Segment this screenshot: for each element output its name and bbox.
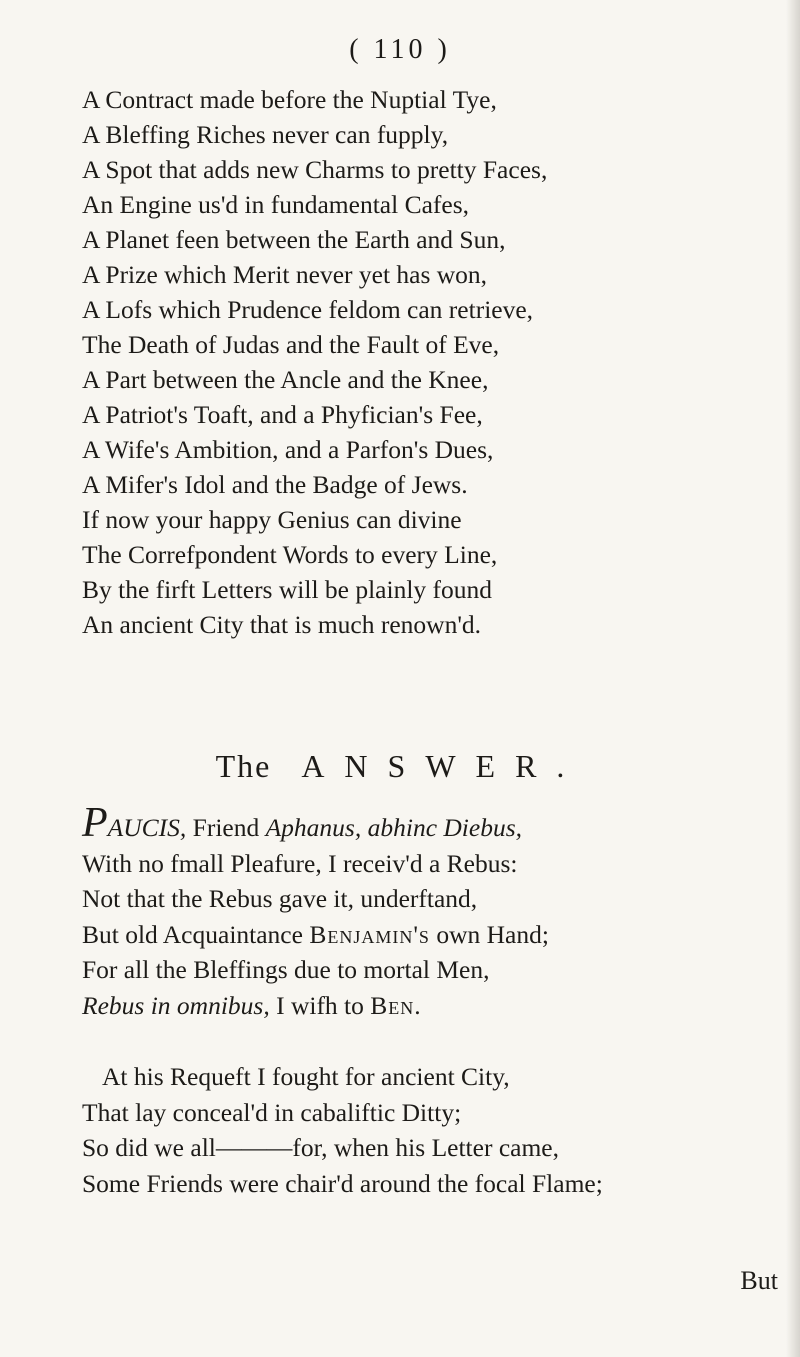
answer-line-5: For all the Bleffings due to mortal Men, <box>82 955 490 984</box>
verse-line: A Bleffing Riches never can fupply, <box>82 120 449 149</box>
answer-line-1 <box>82 800 782 846</box>
catchword: But <box>740 1266 778 1295</box>
answer-line-6 <box>82 988 782 1024</box>
verse-line: A Spot that adds new Charms to pretty Faces, <box>82 155 548 184</box>
stanza2-line: Some Friends were chair'd around the focal Flame; <box>82 1168 603 1198</box>
verse-line: A Patriot's Toaft, and a Phyfician's Fee, <box>82 400 483 429</box>
verse-line: A Contract made before the Nuptial Tye, <box>82 85 497 114</box>
stanza2-line: That lay conceal'd in cabaliftic Ditty; <box>82 1097 462 1127</box>
drop-cap: P <box>82 800 108 846</box>
verse-line: A Wife's Ambition, and a Parfon's Dues, <box>82 435 494 464</box>
answer-heading <box>0 748 800 785</box>
answer-italic: AUCIS, <box>107 813 187 842</box>
stanza2-line: So did we all———for, when his Letter came, <box>82 1133 559 1162</box>
answer-verse <box>82 800 782 1201</box>
answer-italic: Aphanus, abhinc Diebus, <box>265 813 523 842</box>
answer-text: own Hand; <box>429 919 549 949</box>
verse-line: A Part between the Ancle and the Knee, <box>82 365 489 394</box>
answer-line-2: With no fmall Pleafure, I receiv'd a Rebus: <box>82 848 518 878</box>
verse-line: A Prize which Merit never yet has won, <box>82 260 488 289</box>
verse-line: A Planet feen between the Earth and Sun, <box>82 225 506 254</box>
answer-italic: Rebus in omnibus, <box>82 990 270 1020</box>
answer-heading-prefix: The <box>215 748 272 784</box>
riddle-verse <box>82 82 782 642</box>
answer-small-caps: Ben. <box>370 990 422 1020</box>
answer-text: But old Acquaintance <box>82 919 310 949</box>
answer-line-3: Not that the Rebus gave it, underftand, <box>82 884 478 913</box>
page-number: ( 110 ) <box>349 34 451 65</box>
verse-line: The Death of Judas and the Fault of Eve, <box>82 330 500 359</box>
verse-line: An Engine us'd in fundamental Cafes, <box>82 190 470 219</box>
answer-text: Friend <box>186 813 266 842</box>
verse-line: A Lofs which Prudence feldom can retrieve, <box>82 295 534 324</box>
page-edge-shadow <box>786 0 800 1357</box>
stanza-gap <box>82 1023 782 1059</box>
answer-line-4 <box>82 917 782 953</box>
verse-line: A Mifer's Idol and the Badge of Jews. <box>82 470 468 499</box>
answer-text: I wifh to <box>269 990 371 1020</box>
verse-line: An ancient City that is much renown'd. <box>82 610 482 639</box>
stanza2-line: At his Requeft I fought for ancient City, <box>102 1062 510 1091</box>
verse-line: The Correfpondent Words to every Line, <box>82 540 498 569</box>
answer-small-caps: Benjamin's <box>309 919 430 949</box>
verse-line: If now your happy Genius can divine <box>82 505 462 534</box>
answer-heading-word: ANSWER. <box>301 748 585 784</box>
verse-line: By the firft Letters will be plainly found <box>82 575 493 604</box>
